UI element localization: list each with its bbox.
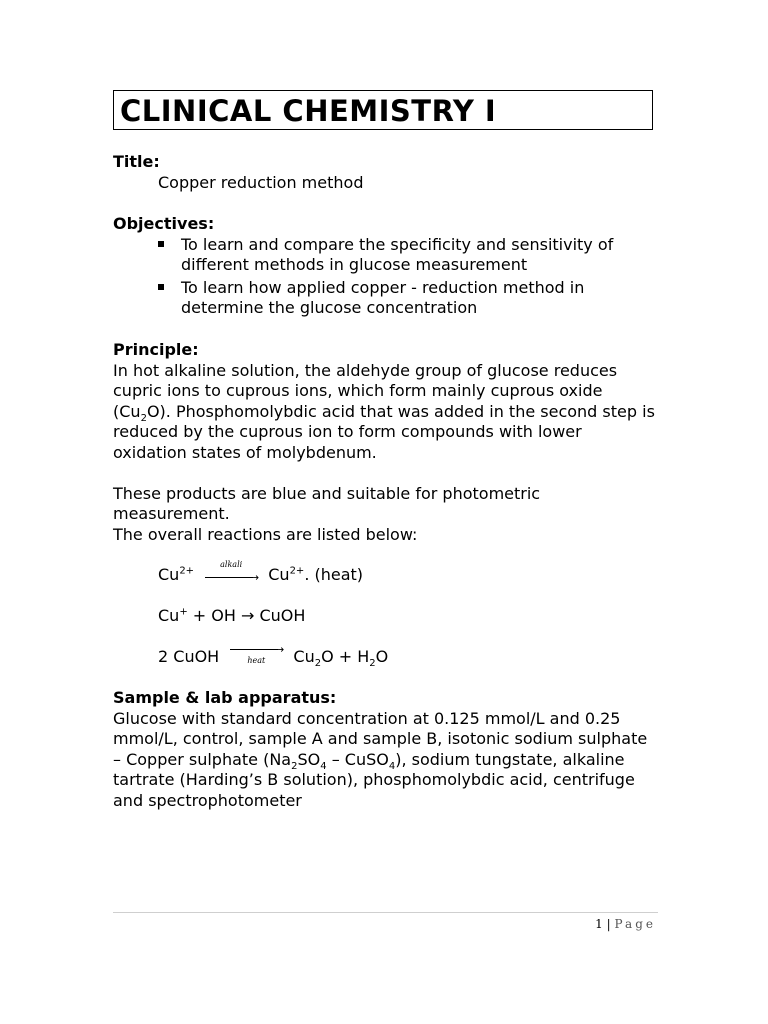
objectives-list — [113, 235, 658, 319]
title-value: Copper reduction method — [158, 172, 364, 192]
objectives-heading: Objectives: — [113, 214, 215, 233]
reaction-arrow-icon: heat ⟶ — [228, 648, 284, 662]
title-section — [113, 152, 658, 193]
principle-paragraph-3: The overall reactions are listed below: — [113, 524, 418, 544]
principle-paragraph-1: In hot alkaline solution, the aldehyde group of glucose reduces cupric ions to cuprous ions, which form mainly cuprous oxide $(Cu_2O)$. Phosphomolybdic acid that was added in the second step is reduced by the cuprous ion to form compounds with lower oxidation states of molybdenum. — [113, 360, 655, 462]
footer-divider — [113, 912, 658, 913]
reaction-2: Cu+ + OH → CuOH — [158, 606, 306, 625]
reaction-1: $Cu^{2+}$ alkali ⟶ $Cu^{2+}$. (heat) — [158, 560, 364, 584]
principle-heading: Principle: — [113, 340, 199, 359]
reaction-3: 2 CuOH heat ⟶ $Cu_2O + H_2O$ — [158, 643, 389, 670]
principle-section — [113, 340, 658, 545]
objectives-section — [113, 214, 658, 321]
principle-paragraph-2: These products are blue and suitable for photometric measurement. — [113, 483, 541, 524]
footer-separator: | — [606, 917, 611, 931]
sample-heading: Sample & lab apparatus: — [113, 688, 337, 707]
sample-section — [113, 688, 658, 812]
reaction-arrow-icon: alkali ⟶ — [203, 566, 259, 580]
objective-item: To learn and compare the specificity and sensitivity of different methods in glucose measurement — [113, 235, 658, 276]
bullet-icon — [158, 284, 164, 290]
page-label: Page — [614, 917, 656, 931]
bullet-icon — [158, 241, 164, 247]
sample-paragraph: Glucose with standard concentration at 0.125 mmol/L and 0.25 mmol/L, control, sample A and sample B, isotonic sodium sulphate – Copper sulphate ($Na_2SO_4$ – CuSO$_4$), sodium tungstate, alkaline tartrate (Harding’s B solution), phosphomolybdic acid, centrifuge and spectrophotometer — [113, 708, 648, 810]
page-footer — [113, 916, 656, 932]
page-number: 1 — [595, 917, 603, 931]
objective-item: To learn how applied copper - reduction method in determine the glucose concentration — [113, 278, 658, 319]
document-title: CLINICAL CHEMISTRY I — [113, 90, 653, 130]
title-heading: Title: — [113, 152, 160, 171]
